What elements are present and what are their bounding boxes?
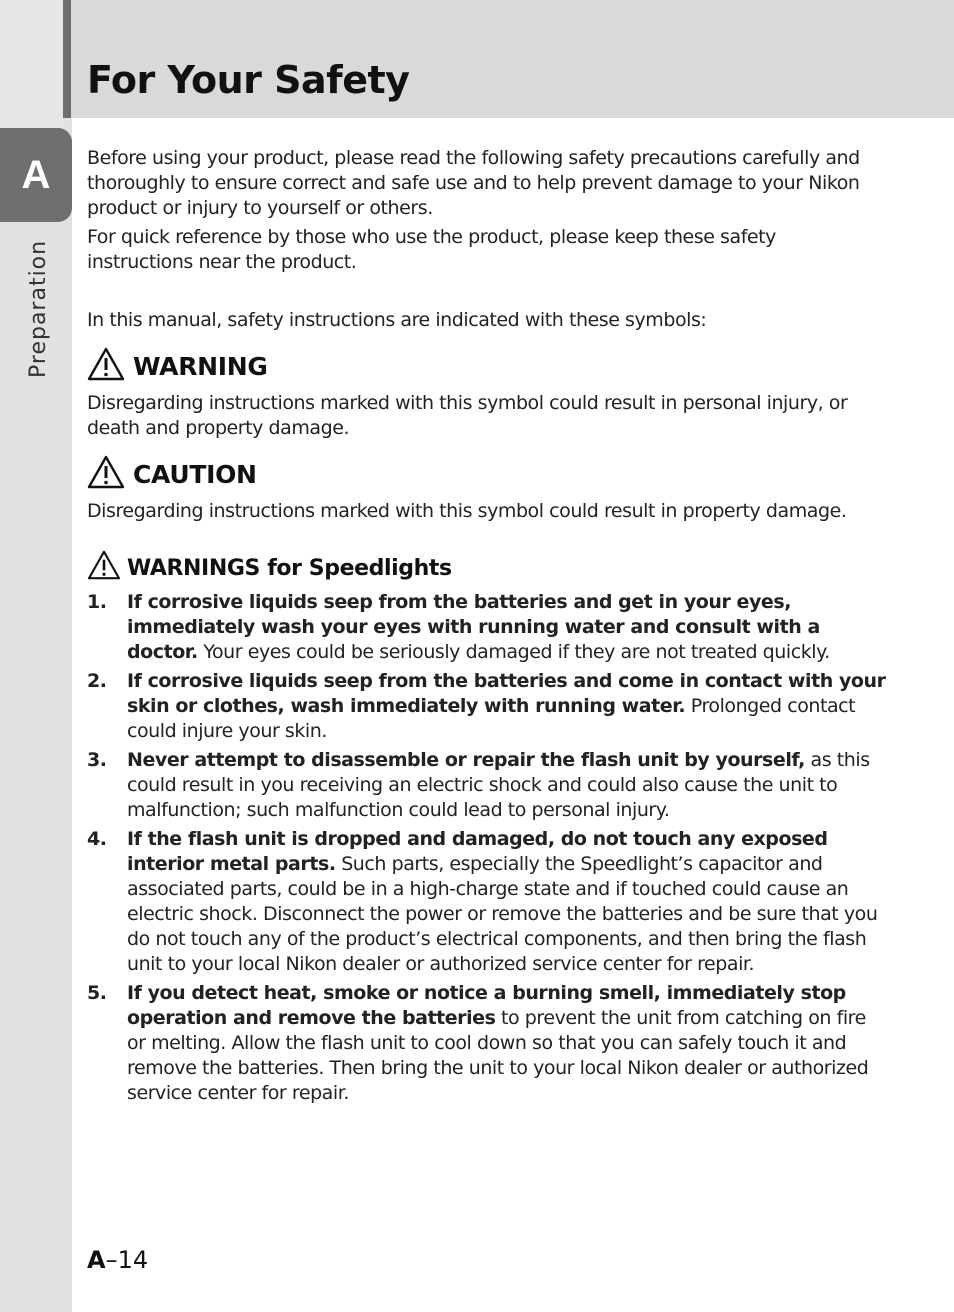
page-title: For Your Safety	[87, 58, 410, 102]
list-item-text: Such parts, especially the Speedlight’s capacitor and associated parts, could be in a high-charge state and if touched could cause an electric shock. Disconnect the power or remove the batteries and be sure that you do not touch any of the product’s electrical components, and then bring the flash unit to your local Nikon dealer or authorized service center for repair.	[127, 853, 878, 975]
list-item-number: 2.	[87, 670, 107, 692]
list-item-text: Prolonged contact could injure your skin.	[127, 695, 856, 742]
page-number-value: –14	[105, 1246, 149, 1274]
content-body	[87, 146, 887, 1110]
list-item-bold: If corrosive liquids seep from the batteries and get in your eyes, immediately wash your eyes with running water and consult with a doctor.	[127, 591, 820, 663]
list-item	[87, 590, 887, 665]
list-item-number: 4.	[87, 828, 107, 850]
list-item	[87, 827, 887, 977]
speedlights-heading-label: WARNINGS for Speedlights	[127, 555, 452, 581]
list-item-text: to prevent the unit from catching on fire or melting. Allow the flash unit to cool down so that you can safely touch it and remove the batteries. Then bring the unit to your local Nikon dealer or authorized service center for repair.	[127, 1007, 869, 1104]
list-item-bold: If corrosive liquids seep from the batteries and come in contact with your skin or clothes, wash immediately with running water.	[127, 670, 886, 717]
intro-paragraph-1: Before using your product, please read the following safety precautions carefully and thoroughly to ensure correct and safe use and to help prevent damage to your Nikon product or injury to yourself or others.	[87, 147, 860, 219]
warning-description: Disregarding instructions marked with this symbol could result in personal injury, or death and property damage.	[87, 392, 848, 439]
speedlights-heading	[87, 550, 887, 586]
list-item	[87, 669, 887, 744]
caution-description: Disregarding instructions marked with this symbol could result in property damage.	[87, 500, 847, 522]
list-item	[87, 981, 887, 1106]
list-item-bold: Never attempt to disassemble or repair the flash unit by yourself,	[127, 749, 805, 771]
caution-heading	[87, 455, 887, 493]
list-item-number: 5.	[87, 982, 107, 1004]
section-tab	[0, 128, 72, 222]
intro-paragraph-2: For quick reference by those who use the product, please keep these safety instructions near the product.	[87, 226, 776, 273]
page-number-letter: A	[87, 1246, 106, 1274]
list-item-number: 1.	[87, 591, 107, 613]
intro-paragraph-3: In this manual, safety instructions are indicated with these symbols:	[87, 309, 707, 331]
list-item-text: as this could result in you receiving an electric shock and could also cause the unit to malfunction; such malfunction could lead to personal injury.	[127, 749, 870, 821]
list-item-text: Your eyes could be seriously damaged if they are not treated quickly.	[197, 641, 830, 663]
warning-heading	[87, 347, 887, 385]
list-item	[87, 748, 887, 823]
warning-label: WARNING	[133, 351, 268, 381]
list-item-number: 3.	[87, 749, 107, 771]
list-item-bold: If the flash unit is dropped and damaged, do not touch any exposed interior metal parts.	[127, 828, 828, 875]
list-item-bold: If you detect heat, smoke or notice a burning smell, immediately stop operation and remove the batteries	[127, 982, 846, 1029]
page-header	[63, 0, 954, 118]
warning-triangle-icon	[87, 550, 121, 586]
warning-triangle-icon	[87, 455, 125, 493]
speedlight-warnings-list	[87, 590, 887, 1106]
section-label: Preparation	[26, 239, 51, 378]
section-tab-letter: A	[21, 152, 51, 197]
page-number	[87, 1246, 148, 1274]
warning-triangle-icon	[87, 347, 125, 385]
sidebar-top-strip	[0, 0, 63, 128]
caution-label: CAUTION	[133, 459, 257, 489]
